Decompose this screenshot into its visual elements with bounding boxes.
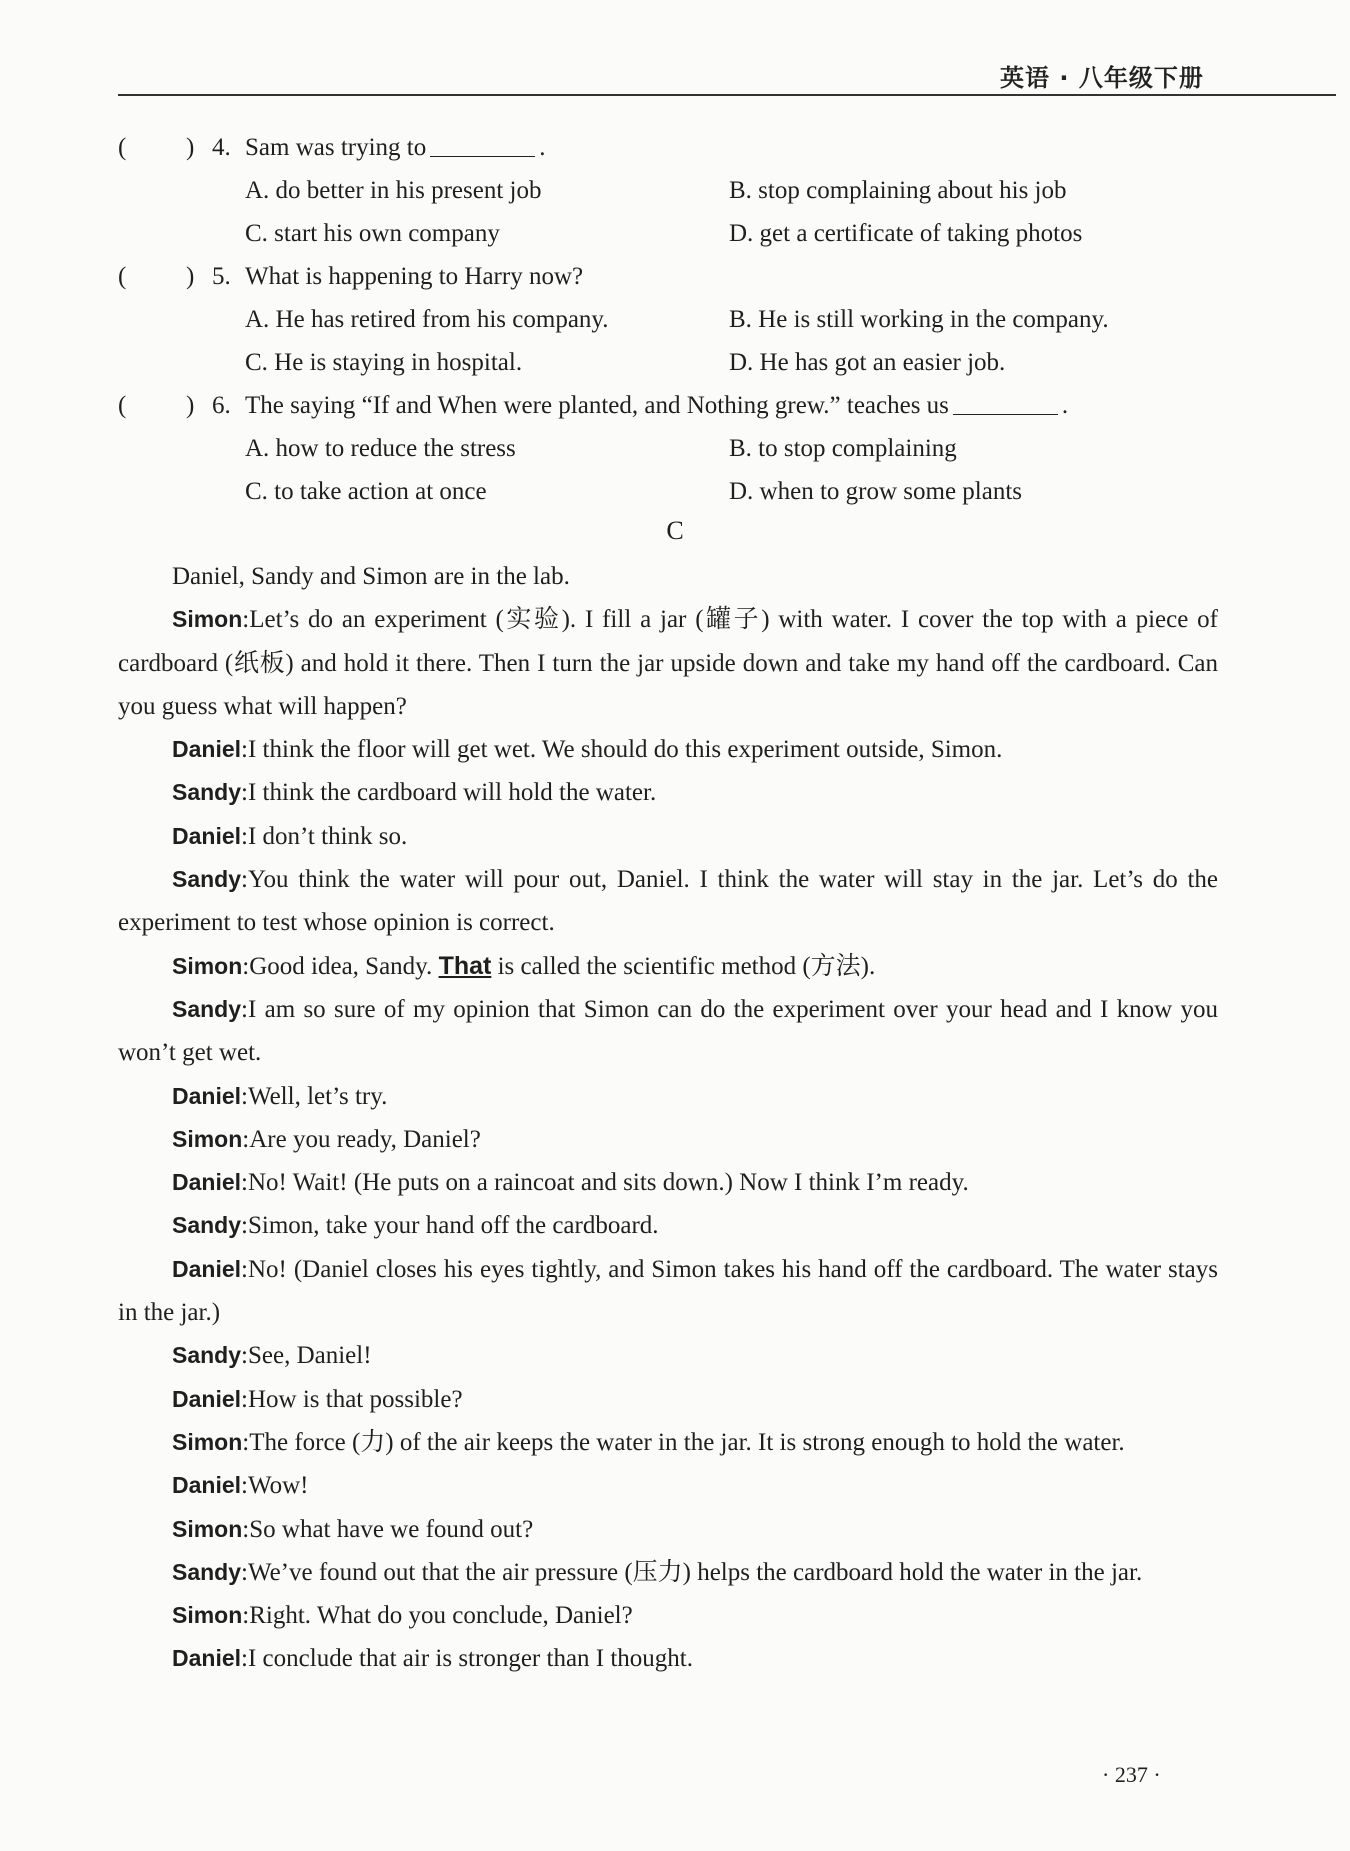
line-text: You think the water will pour out, Daniel. I think the water will stay in the jar. Let’s do the experiment to test whose opinion is correct. (118, 866, 1218, 937)
dialogue-line (118, 1551, 1218, 1594)
dialogue-line (118, 771, 1218, 814)
option-item: A. He has retired from his company. (245, 306, 609, 333)
question-stem-end: . (539, 134, 546, 161)
dialogue-line (118, 1594, 1218, 1637)
speaker-separator: : (242, 1602, 250, 1630)
speaker-name: Simon (172, 1428, 243, 1455)
line-text: See, Daniel! (247, 1342, 372, 1370)
dialogue-line (118, 1421, 1218, 1464)
dialogue-line (118, 1378, 1218, 1421)
line-text: I don’t think so. (247, 822, 408, 850)
question-stem-end: . (1061, 392, 1069, 419)
speaker-separator: : (241, 1558, 248, 1586)
question-number: 5. (212, 263, 231, 290)
speaker-name: Daniel (172, 1082, 242, 1109)
speaker-name: Sandy (172, 779, 242, 806)
answer-paren-open: ( (118, 392, 127, 419)
speaker-separator: : (242, 1428, 250, 1456)
line-text: The force (力) of the air keeps the water in the jar. It is strong enough to hold the water. (249, 1428, 1125, 1456)
dialogue-passage (118, 555, 1218, 1681)
options-row (118, 298, 1248, 341)
speaker-separator: : (241, 1169, 248, 1197)
answer-paren-open: ( (118, 263, 127, 290)
speaker-separator: : (242, 606, 250, 634)
dialogue-line (118, 815, 1218, 858)
question-stem-text: Sam was trying to (245, 134, 427, 161)
speaker-separator: : (241, 1342, 248, 1370)
options-row (118, 470, 1248, 513)
question-stem-row (118, 384, 1248, 427)
speaker-name: Sandy (172, 1558, 242, 1585)
speaker-separator: : (241, 995, 248, 1023)
speaker-name: Sandy (172, 995, 242, 1022)
question-stem (245, 384, 1068, 427)
speaker-name: Simon (172, 1515, 243, 1542)
option-item: D. He has got an easier job. (729, 349, 1006, 376)
speaker-name: Simon (172, 1602, 243, 1629)
speaker-separator: : (242, 1515, 250, 1543)
speaker-name: Daniel (172, 1255, 242, 1282)
speaker-name: Sandy (172, 866, 242, 893)
dialogue-line (118, 1075, 1218, 1118)
line-text: So what have we found out? (249, 1515, 534, 1543)
line-text: I think the cardboard will hold the water. (247, 779, 657, 807)
line-text: Are you ready, Daniel? (249, 1125, 481, 1153)
speaker-separator: : (242, 952, 250, 980)
option-item: C. start his own company (245, 220, 500, 247)
dialogue-line (118, 1637, 1218, 1680)
question-number: 6. (212, 392, 231, 419)
dialogue-line (118, 1508, 1218, 1551)
header-rule (118, 94, 1336, 96)
speaker-name: Daniel (172, 736, 242, 763)
dialogue-line (118, 1204, 1218, 1247)
option-item: B. He is still working in the company. (729, 306, 1109, 333)
option-item: A. how to reduce the stress (245, 435, 516, 462)
dialogue-line (118, 1248, 1218, 1335)
speaker-separator: : (241, 866, 248, 894)
dialogue-line (118, 988, 1218, 1075)
answer-paren-open: ( (118, 134, 127, 161)
option-item: D. when to grow some plants (729, 478, 1023, 505)
question-stem-row (118, 126, 1248, 169)
options-row (118, 212, 1248, 255)
speaker-separator: : (241, 822, 248, 850)
options-row (118, 427, 1248, 470)
option-item: D. get a certificate of taking photos (729, 220, 1083, 247)
line-text: Well, let’s try. (247, 1082, 388, 1110)
options-row (118, 341, 1248, 384)
speaker-name: Simon (172, 606, 243, 633)
line-text: No! Wait! (He puts on a raincoat and sits down.) Now I think I’m ready. (247, 1169, 969, 1197)
speaker-separator: : (241, 1082, 248, 1110)
page-number: · 237 · (1102, 1762, 1161, 1787)
speaker-name: Simon (172, 1125, 243, 1152)
underlined-word: That (438, 951, 492, 980)
question-number: 4. (212, 134, 231, 161)
answer-paren-close: ) (186, 263, 195, 290)
question-stem-text: What is happening to Harry now? (245, 263, 584, 290)
passage-intro: Daniel, Sandy and Simon are in the lab. (172, 563, 570, 590)
line-text: Let’s do an experiment (实验). I fill a jar (罐子) with water. I cover the top with a piece of cardboard (纸板) and hold it there. Then I turn the jar upside down and take my hand off the cardboard. Can you guess what will happen? (118, 606, 1218, 720)
speaker-separator: : (241, 1255, 248, 1283)
speaker-separator: : (241, 736, 248, 764)
line-text: I conclude that air is stronger than I thought. (247, 1645, 694, 1673)
speaker-name: Simon (172, 952, 243, 979)
speaker-name: Daniel (172, 1645, 242, 1672)
speaker-name: Daniel (172, 822, 242, 849)
answer-paren-close: ) (186, 392, 195, 419)
option-item: A. do better in his present job (245, 177, 542, 204)
line-text: is called the scientific method (方法). (491, 952, 876, 980)
speaker-name: Sandy (172, 1212, 242, 1239)
speaker-separator: : (242, 1125, 250, 1153)
option-item: C. to take action at once (245, 478, 487, 505)
line-text: Good idea, Sandy. (249, 952, 439, 980)
question-list (118, 126, 1248, 513)
option-item: B. stop complaining about his job (729, 177, 1067, 204)
line-text: We’ve found out that the air pressure (压力) helps the cardboard hold the water in the jar. (247, 1558, 1143, 1586)
speaker-name: Daniel (172, 1169, 242, 1196)
line-text: I think the floor will get wet. We should do this experiment outside, Simon. (247, 736, 1003, 764)
dialogue-line (118, 1161, 1218, 1204)
question-stem-row (118, 255, 1248, 298)
question-stem (245, 126, 546, 169)
dialogue-line (118, 1334, 1218, 1377)
answer-blank (430, 131, 535, 157)
question-stem-text: The saying “If and When were planted, and Nothing grew.” teaches us (245, 392, 949, 419)
line-text: Simon, take your hand off the cardboard. (247, 1212, 659, 1240)
option-item: C. He is staying in hospital. (245, 349, 523, 376)
option-item: B. to stop complaining (729, 435, 957, 462)
dialogue-line (118, 728, 1218, 771)
speaker-separator: : (241, 1645, 248, 1673)
options-row (118, 169, 1248, 212)
speaker-name: Daniel (172, 1385, 242, 1412)
question-stem (245, 255, 583, 298)
speaker-separator: : (241, 1212, 248, 1240)
line-text: How is that possible? (247, 1385, 463, 1413)
dialogue-line (118, 945, 1218, 988)
speaker-separator: : (241, 1472, 248, 1500)
speaker-separator: : (241, 779, 248, 807)
speaker-name: Sandy (172, 1342, 242, 1369)
page-header-title: 英语 · 八年级下册 (1000, 64, 1204, 92)
speaker-name: Daniel (172, 1472, 242, 1499)
answer-paren-close: ) (186, 134, 195, 161)
line-text: Wow! (247, 1472, 309, 1500)
line-text: No! (Daniel closes his eyes tightly, and Simon takes his hand off the cardboard. The water stays in the jar.) (118, 1255, 1218, 1327)
section-letter: C (666, 516, 684, 545)
dialogue-line (118, 858, 1218, 945)
line-text: I am so sure of my opinion that Simon can do the experiment over your head and I know you won’t get wet. (118, 995, 1218, 1067)
line-text: Right. What do you conclude, Daniel? (249, 1602, 633, 1630)
answer-blank (953, 389, 1058, 415)
speaker-separator: : (241, 1385, 248, 1413)
dialogue-line (118, 598, 1218, 728)
dialogue-line (118, 1118, 1218, 1161)
dialogue-line (118, 1464, 1218, 1507)
